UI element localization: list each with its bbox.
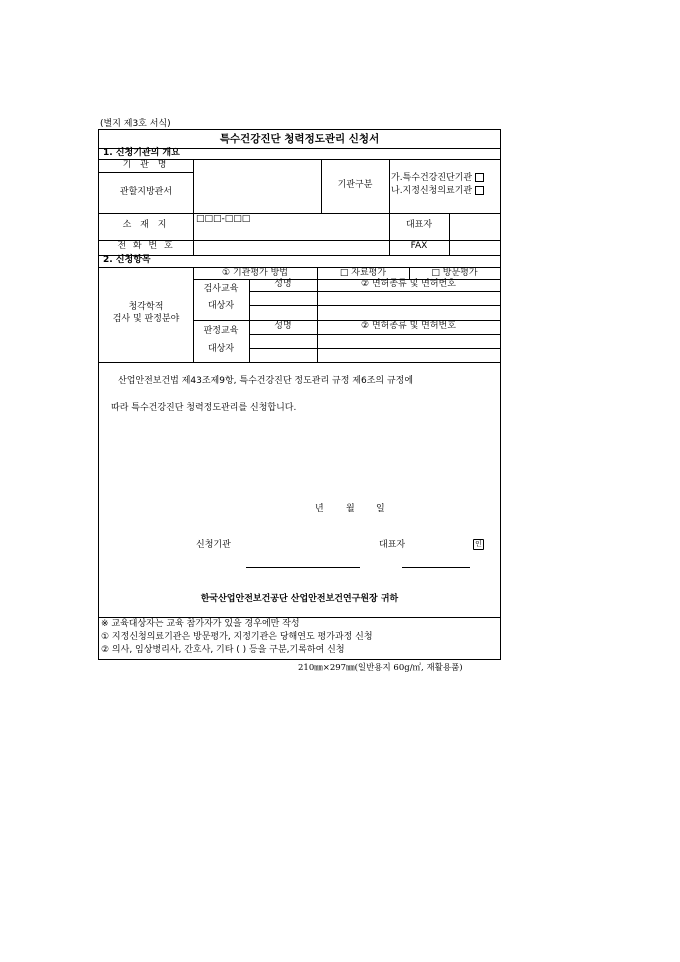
applicant-label: 신청기관 — [196, 540, 231, 550]
phone-label: 전 화 번 호 — [117, 241, 175, 251]
exam-trainee-line2: 대상자 — [207, 301, 235, 311]
eval-method: ① 기관평가 방법 — [222, 268, 288, 278]
seal-mark: 인 — [473, 539, 484, 550]
checkbox-icon — [475, 186, 484, 195]
section2-heading: 2. 신청항목 — [103, 255, 151, 265]
field-label-line2: 검사 및 판정분야 — [112, 314, 180, 324]
date-month: 월 — [346, 504, 355, 514]
org-type-option-a[interactable]: 가.특수건강진단기관 — [391, 173, 484, 184]
signature-representative-label: 대표자 — [379, 540, 406, 550]
form-number: (별지 제3호 서식) — [100, 119, 171, 129]
exam-trainee-line1: 검사교육 — [203, 284, 239, 294]
judge-trainee-line2: 대상자 — [207, 344, 235, 354]
supervising-office-label: 관할지방관서 — [119, 187, 173, 197]
address-value: □□□-□□□ — [196, 214, 251, 224]
declaration-line2: 따라 특수건강진단 청력정도관리를 신청합니다. — [111, 403, 297, 413]
application-form — [98, 129, 501, 660]
address-label: 소 재 지 — [122, 220, 170, 230]
section1-heading: 1. 신청기관의 개요 — [103, 148, 180, 158]
addressee: 한국산업안전보건공단 산업안전보건연구원장 귀하 — [200, 594, 399, 604]
date-year: 년 — [315, 504, 324, 514]
fax-label: FAX — [410, 241, 428, 251]
note-2: ① 지정신청의료기관은 방문평가, 지정기관은 당해연도 평가과정 신청 — [101, 632, 373, 642]
judge-license-header: ② 면허종류 및 면허번호 — [361, 321, 456, 331]
org-type-label: 기관구분 — [337, 180, 373, 190]
visit-eval-option[interactable]: □ 방문평가 — [431, 268, 478, 278]
declaration-line1: 산업안전보건법 제43조제9항, 특수건강진단 정도관리 규정 제6조의 규정에 — [118, 376, 414, 386]
doc-eval-option[interactable]: □ 자료평가 — [339, 268, 387, 278]
checkbox-icon — [475, 173, 484, 182]
org-name-label: 기 관 명 — [122, 160, 170, 170]
exam-name-header: 성명 — [274, 279, 292, 289]
representative-label: 대표자 — [405, 220, 433, 230]
field-label-line1: 청각학적 — [128, 302, 164, 312]
judge-name-header: 성명 — [274, 321, 292, 331]
note-3: ② 의사, 임상병리사, 간호사, 기타 ( ) 등을 구분,기록하여 신청 — [101, 645, 345, 655]
form-title: 특수건강진단 청력정도관리 신청서 — [219, 133, 380, 145]
note-1: ※ 교육대상자는 교육 참가자가 있을 경우에만 작성 — [101, 619, 300, 629]
paper-spec: 210㎜×297㎜(일반용지 60g/㎡, 재활용품) — [298, 663, 463, 673]
exam-license-header: ② 면허종류 및 면허번호 — [361, 279, 456, 289]
org-type-option-b[interactable]: 나.지정신청의료기관 — [391, 186, 484, 197]
date-day: 일 — [376, 504, 385, 514]
judge-trainee-line1: 판정교육 — [203, 326, 239, 336]
